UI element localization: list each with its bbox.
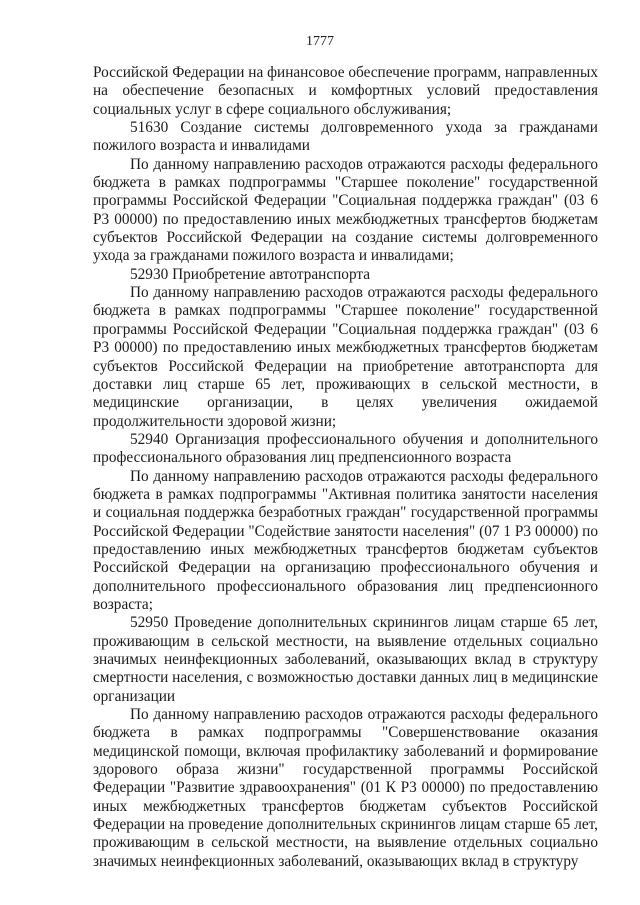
- paragraph-51630-description: По данному направлению расходов отражаются расходы федерального бюджета в рамках подпрограммы "Старшее поколение" государственной программы Российской Федерации "Социальная поддержка граждан" (03 6 Р3 00000) по предоставлению иных межбюджетных трансфертов бюджетам субъектов Российской Федерации на создание системы долговременного ухода за гражданами пожилого возраста и инвалидами;: [93, 155, 598, 265]
- section-heading-52930: 52930 Приобретение автотранспорта: [130, 265, 371, 283]
- document-body: [93, 64, 598, 871]
- paragraph-continuation: Российской Федерации на финансовое обеспечение программ, направленных на обеспечение безопасных и комфортных условий предоставления социальных услуг в сфере социального обслуживания;: [93, 64, 598, 118]
- paragraph-52930-description: По данному направлению расходов отражаются расходы федерального бюджета в рамках подпрограммы "Старшее поколение" государственной программы Российской Федерации "Социальная поддержка граждан" (03 6 Р3 00000) по предоставлению иных межбюджетных трансфертов бюджетам субъектов Российской Федерации на приобретение автотранспорта для доставки лиц старше 65 лет, проживающих в сельской местности, в медицинские организации, в целях увеличения ожидаемой продолжительности здоровой жизни;: [93, 284, 598, 430]
- paragraph-52940-description: По данному направлению расходов отражаются расходы федерального бюджета в рамках подпрограммы "Активная политика занятости населения и социальная поддержка безработных граждан" государственной программы Российской Федерации "Содействие занятости населения" (07 1 Р3 00000) по предоставлению иных межбюджетных трансфертов бюджетам субъектов Российской Федерации на организацию профессионального обучения и дополнительного профессионального образования лиц предпенсионного возраста;: [93, 467, 598, 613]
- page-number: 1777: [306, 34, 334, 49]
- section-heading-52950: 52950 Проведение дополнительных скринингов лицам старше 65 лет, проживающим в сельской местности, на выявление отдельных социально значимых неинфекционных заболеваний, оказывающих вклад в структуру смертности населения, с возможностью доставки данных лиц в медицинские организации: [93, 614, 598, 705]
- paragraph-52950-description: По данному направлению расходов отражаются расходы федерального бюджета в рамках подпрограммы "Совершенствование оказания медицинской помощи, включая профилактику заболеваний и формирование здорового образа жизни" государственной программы Российской Федерации "Развитие здравоохранения" (01 К Р3 00000) по предоставлению иных межбюджетных трансфертов бюджетам субъектов Российской Федерации на проведение дополнительных скринингов лицам старше 65 лет, проживающим в сельской местности, на выявление отдельных социально значимых неинфекционных заболеваний, оказывающих вклад в структуру: [93, 706, 598, 870]
- section-heading-52940: 52940 Организация профессионального обучения и дополнительного профессионального образования лиц предпенсионного возраста: [93, 430, 598, 467]
- section-heading-51630: 51630 Создание системы долговременного ухода за гражданами пожилого возраста и инвалидами: [93, 119, 598, 155]
